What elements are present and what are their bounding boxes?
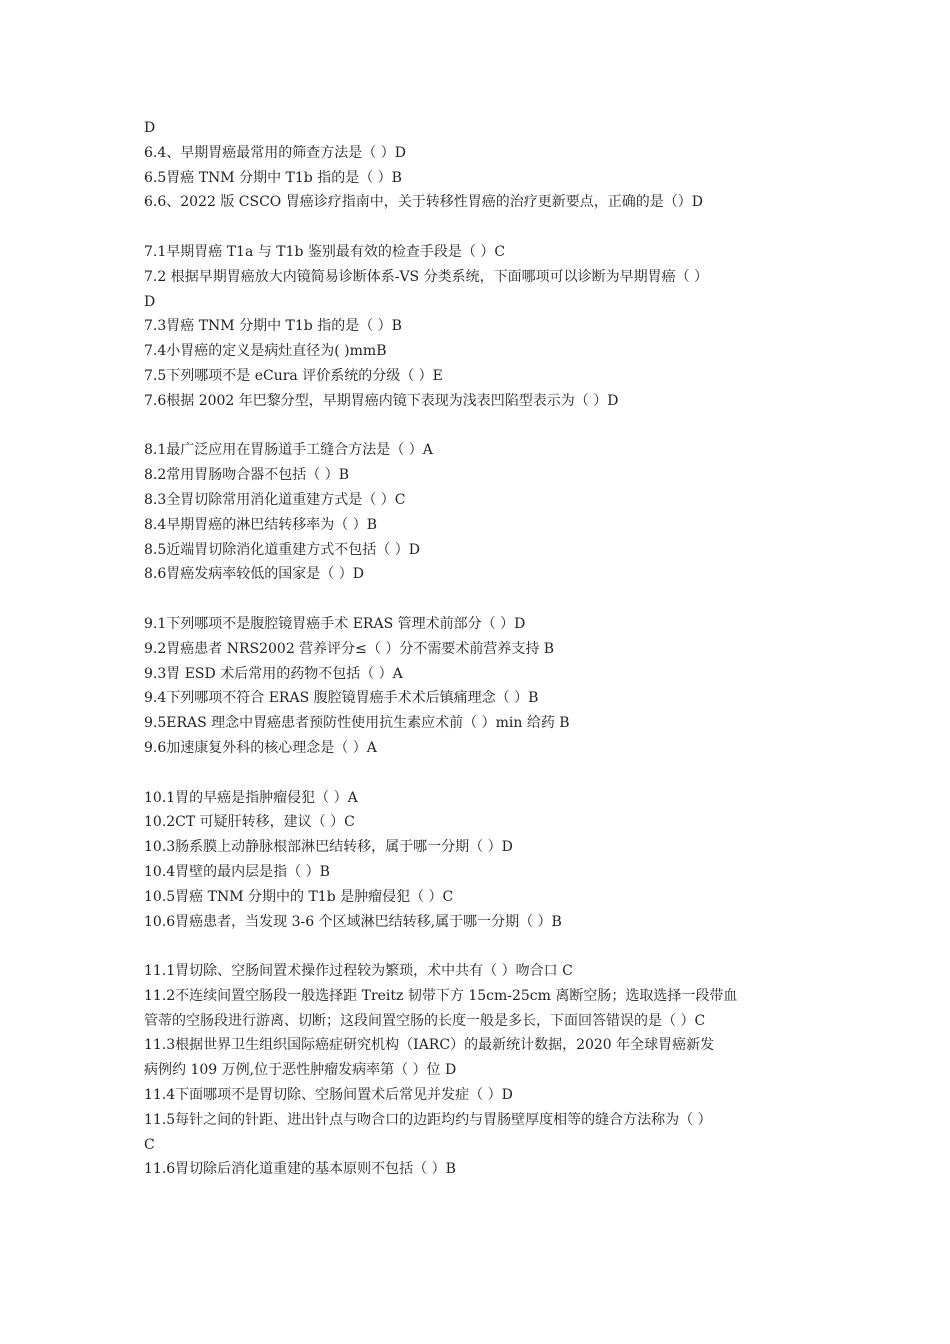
question-line: 10.6胃癌患者，当发现 3-6 个区域淋巴结转移,属于哪一分期（ ）B — [144, 913, 562, 930]
question-line: D — [144, 293, 156, 310]
question-line: 10.3肠系膜上动静脉根部淋巴结转移，属于哪一分期（ ）D — [144, 839, 513, 856]
question-line: 7.6根据 2002 年巴黎分型，早期胃癌内镜下表现为浅表凹陷型表示为（ ）D — [144, 392, 619, 409]
blank-line — [144, 934, 814, 959]
blank-line — [144, 587, 814, 612]
question-line: 11.6胃切除后消化道重建的基本原则不包括（ ）B — [144, 1161, 456, 1178]
question-line: 11.5每针之间的针距、进出针点与吻合口的边距均约与胃肠壁厚度相等的缝合方法称为（ ） — [144, 1111, 712, 1128]
question-line: 11.3根据世界卫生组织国际癌症研究机构（IARC）的最新统计数据，2020 年全球胃癌新发 — [144, 1037, 715, 1054]
question-line: 9.2胃癌患者 NRS2002 营养评分≤（ ）分不需要术前营养支持 B — [144, 640, 555, 657]
blank-line — [144, 414, 814, 439]
question-line: 管蒂的空肠段进行游离、切断；这段间置空肠的长度一般是多长，下面回答错误的是（ ）C — [144, 1012, 706, 1029]
question-line: 10.4胃壁的最内层是指（ ）B — [144, 863, 330, 880]
question-line: 7.5下列哪项不是 eCura 评价系统的分级（ ）E — [144, 367, 443, 384]
question-line: 11.1胃切除、空肠间置术操作过程较为繁琐，术中共有（ ）吻合口 C — [144, 963, 573, 980]
question-line: 10.2CT 可疑肝转移，建议（ ）C — [144, 814, 355, 831]
question-line: D — [144, 120, 156, 136]
question-line: 6.4、早期胃癌最常用的筛查方法是（ ）D — [144, 144, 406, 161]
question-line: 9.6加速康复外科的核心理念是（ ）A — [144, 739, 377, 756]
question-line: 7.4小胃癌的定义是病灶直径为( )mmB — [144, 343, 387, 360]
question-line: 10.1胃的早癌是指肿瘤侵犯（ ）A — [144, 789, 358, 806]
question-line: 8.2常用胃肠吻合器不包括（ ）B — [144, 467, 350, 484]
blank-line — [144, 215, 814, 240]
question-line: 7.2 根据早期胃癌放大内镜简易诊断体系-VS 分类系统，下面哪项可以诊断为早期胃癌（ ） — [144, 268, 709, 285]
question-line: 9.1下列哪项不是腹腔镜胃癌手术 ERAS 管理术前部分（ ）D — [144, 615, 526, 632]
question-line: 10.5胃癌 TNM 分期中的 T1b 是肿瘤侵犯（ ）C — [144, 888, 454, 905]
question-line: 6.5胃癌 TNM 分期中 T1b 指的是（ ）B — [144, 169, 402, 186]
question-line: 9.3胃 ESD 术后常用的药物不包括（ ）A — [144, 665, 403, 682]
question-line: 11.4下面哪项不是胃切除、空肠间置术后常见并发症（ ）D — [144, 1087, 513, 1104]
question-line: 8.5近端胃切除消化道重建方式不包括（ ）D — [144, 541, 420, 558]
question-line: 6.6、2022 版 CSCO 胃癌诊疗指南中，关于转移性胃癌的治疗更新要点，正确的是（）D — [144, 194, 703, 211]
question-line: 8.4早期胃癌的淋巴结转移率为（ ）B — [144, 516, 378, 533]
question-line: 8.1最广泛应用在胃肠道手工缝合方法是（ ）A — [144, 442, 433, 459]
question-line: 7.3胃癌 TNM 分期中 T1b 指的是（ ）B — [144, 318, 402, 335]
question-line: 11.2不连续间置空肠段一般选择距 Treitz 韧带下方 15cm-25cm 离断空肠；选取选择一段带血 — [144, 987, 738, 1004]
document-page — [144, 116, 814, 1182]
question-line: 8.6胃癌发病率较低的国家是（ ）D — [144, 566, 364, 583]
question-line: 9.4下列哪项不符合 ERAS 腹腔镜胃癌手术术后镇痛理念（ ）B — [144, 690, 539, 707]
question-line: 8.3全胃切除常用消化道重建方式是（ ）C — [144, 491, 406, 508]
question-line: C — [144, 1136, 155, 1153]
blank-line — [144, 761, 814, 786]
question-line: 病例约 109 万例,位于恶性肿瘤发病率第（ ）位 D — [144, 1062, 457, 1079]
question-line: 9.5ERAS 理念中胃癌患者预防性使用抗生素应术前（ ）min 给药 B — [144, 715, 570, 732]
question-line: 7.1早期胃癌 T1a 与 T1b 鉴别最有效的检查手段是（ ）C — [144, 243, 506, 260]
